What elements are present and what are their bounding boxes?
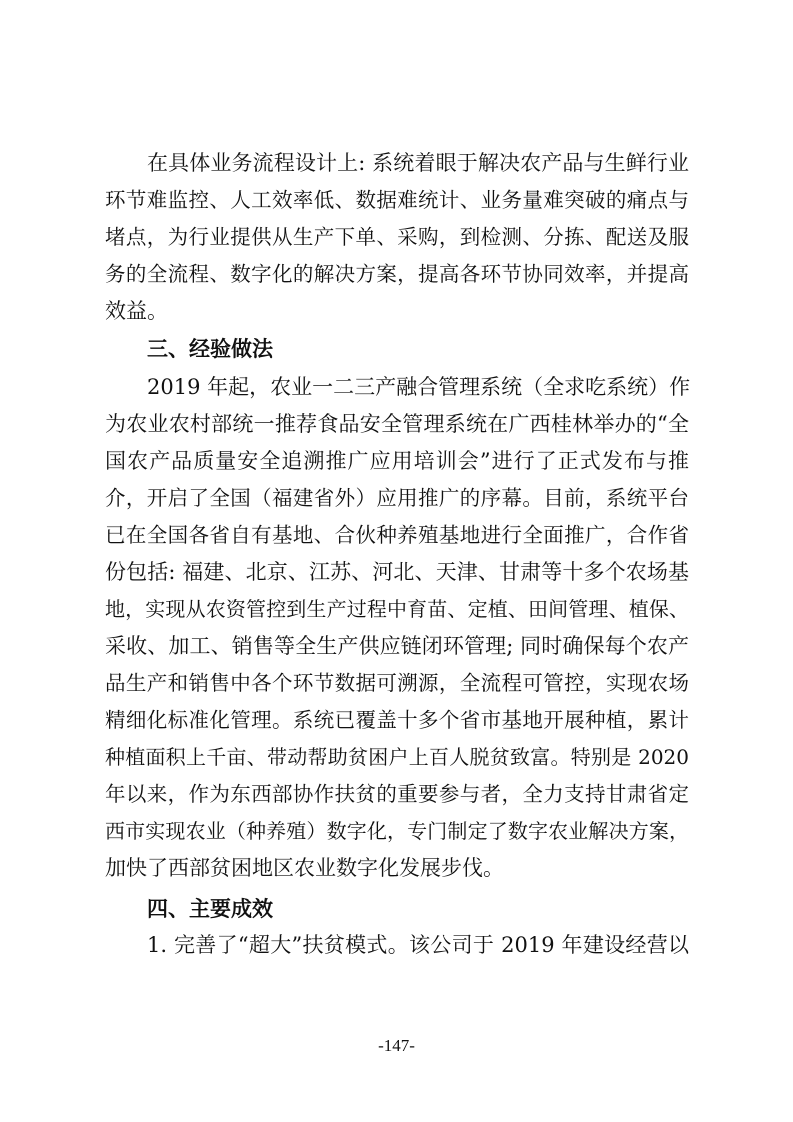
paragraph-1-line-3: 堵点，为行业提供从生产下单、采购，到检测、分拣、配送及服 xyxy=(105,225,689,249)
section-heading-results: 四、主要成效 xyxy=(147,897,273,921)
paragraph-2-line-1: 2019 年起，农业一二三产融合管理系统（全求吃系统）作 xyxy=(147,375,691,399)
paragraph-2-line-14: 加快了西部贫困地区农业数字化发展步伐。 xyxy=(105,856,504,880)
paragraph-3-line-1: 1. 完善了“超大”扶贫模式。该公司于 2019 年建设经营以 xyxy=(147,933,689,957)
paragraph-1-line-2: 环节难监控、人工效率低、数据难统计、业务量难突破的痛点与 xyxy=(105,188,689,212)
paragraph-2-line-8: 采收、加工、销售等全生产供应链闭环管理; 同时确保每个农产 xyxy=(105,634,689,658)
page-number: -147- xyxy=(378,1036,415,1055)
paragraph-2-line-5: 已在全国各省自有基地、合伙种养殖基地进行全面推广，合作省 xyxy=(105,523,689,547)
paragraph-1-line-4: 务的全流程、数字化的解决方案，提高各环节协同效率，并提高 xyxy=(105,262,689,286)
paragraph-2-line-12: 年以来，作为东西部协作扶贫的重要参与者，全力支持甘肃省定 xyxy=(105,782,689,806)
paragraph-2-line-6: 份包括: 福建、北京、江苏、河北、天津、甘肃等十多个农场基 xyxy=(105,560,689,584)
paragraph-2-line-4: 介，开启了全国（福建省外）应用推广的序幕。目前，系统平台 xyxy=(105,486,689,510)
paragraph-2-line-11: 种植面积上千亩、带动帮助贫困户上百人脱贫致富。特别是 2020 xyxy=(105,745,689,769)
paragraph-2-line-9: 品生产和销售中各个环节数据可溯源，全流程可管控，实现农场 xyxy=(105,671,689,695)
paragraph-1-line-1: 在具体业务流程设计上: 系统着眼于解决农产品与生鲜行业 xyxy=(147,151,689,175)
paragraph-2-line-3: 国农产品质量安全追溯推广应用培训会”进行了正式发布与推 xyxy=(105,449,689,473)
paragraph-2-line-2: 为农业农村部统一推荐食品安全管理系统在广西桂林举办的“全 xyxy=(105,412,689,436)
paragraph-2-line-13: 西市实现农业（种养殖）数字化，专门制定了数字农业解决方案， xyxy=(105,819,689,843)
paragraph-1-line-5: 效益。 xyxy=(105,299,168,323)
section-heading-experience: 三、经验做法 xyxy=(147,337,273,361)
paragraph-2-line-7: 地，实现从农资管控到生产过程中育苗、定植、田间管理、植保、 xyxy=(105,597,689,621)
paragraph-2-line-10: 精细化标准化管理。系统已覆盖十多个省市基地开展种植，累计 xyxy=(105,708,689,732)
